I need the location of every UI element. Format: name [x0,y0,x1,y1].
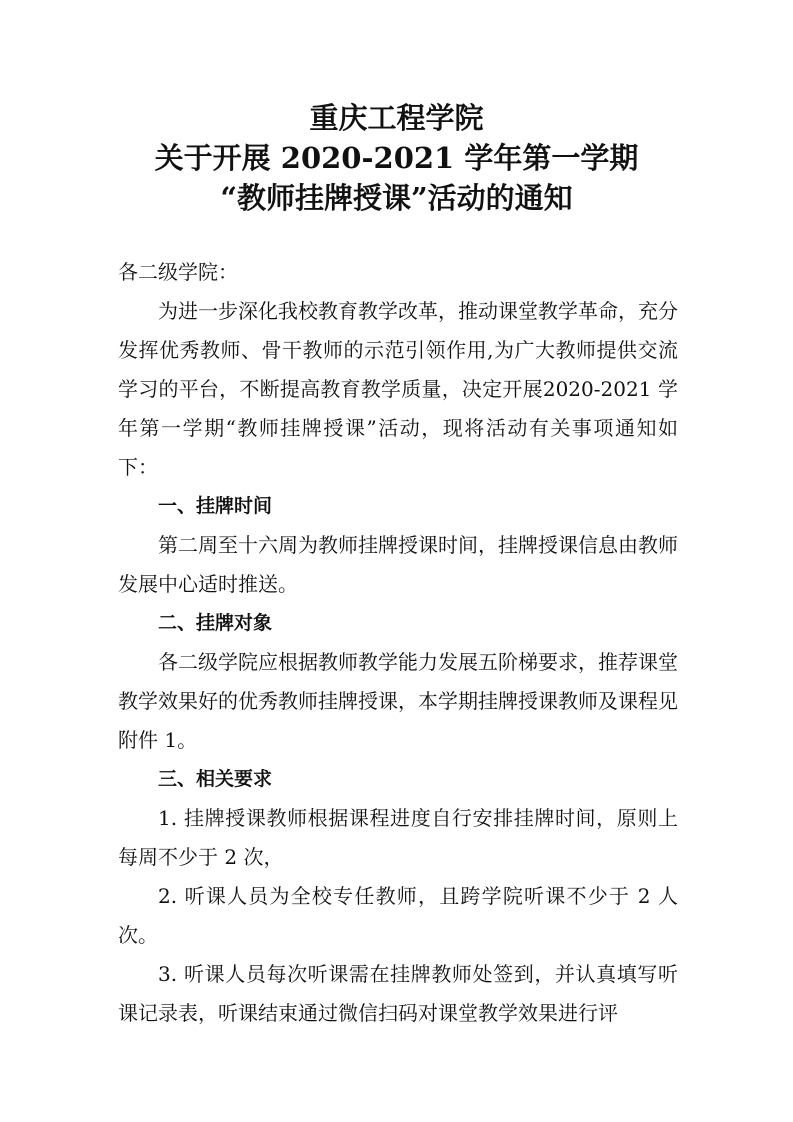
intro-paragraph: 为进一步深化我校教育教学改革，推动课堂教学革命，充分发挥优秀教师、骨干教师的示范引领作用,为广大教师提供交流学习的平台，不断提高教育教学质量，决定开展2020-2021 学年第一学期“教师挂牌授课”活动，现将活动有关事项通知如下： [118,299,678,479]
title-line-institution: 重庆工程学院 [309,101,484,135]
section-heading-target: 二、挂牌对象 [158,612,273,634]
document-title [0,98,793,218]
requirement-item-1: 1. 挂牌授课教师根据课程进度自行安排挂牌时间，原则上每周不少于 2 次， [118,806,678,869]
document-body [118,253,678,1033]
requirement-item-2: 2. 听课人员为全校专任教师，且跨学院听课不少于 2 人次。 [118,884,678,947]
title-line-activity: “教师挂牌授课”活动的通知 [220,181,573,215]
salutation: 各二级学院： [118,260,238,284]
section-text-target: 各二级学院应根据教师教学能力发展五阶梯要求，推荐课堂教学效果好的优秀教师挂牌授课，本学期挂牌授课教师及课程见附件 1。 [118,650,678,752]
section-heading-requirements: 三、相关要求 [158,768,273,790]
section-text-time: 第二周至十六周为教师挂牌授课时间，挂牌授课信息由教师发展中心适时推送。 [118,533,678,596]
section-heading-time: 一、挂牌时间 [158,495,273,517]
title-line-subject: 关于开展 2020-2021 学年第一学期 [154,141,639,175]
requirement-item-3: 3. 听课人员每次听课需在挂牌教师处签到，并认真填写听课记录表，听课结束通过微信扫码对课堂教学效果进行评 [118,962,678,1025]
